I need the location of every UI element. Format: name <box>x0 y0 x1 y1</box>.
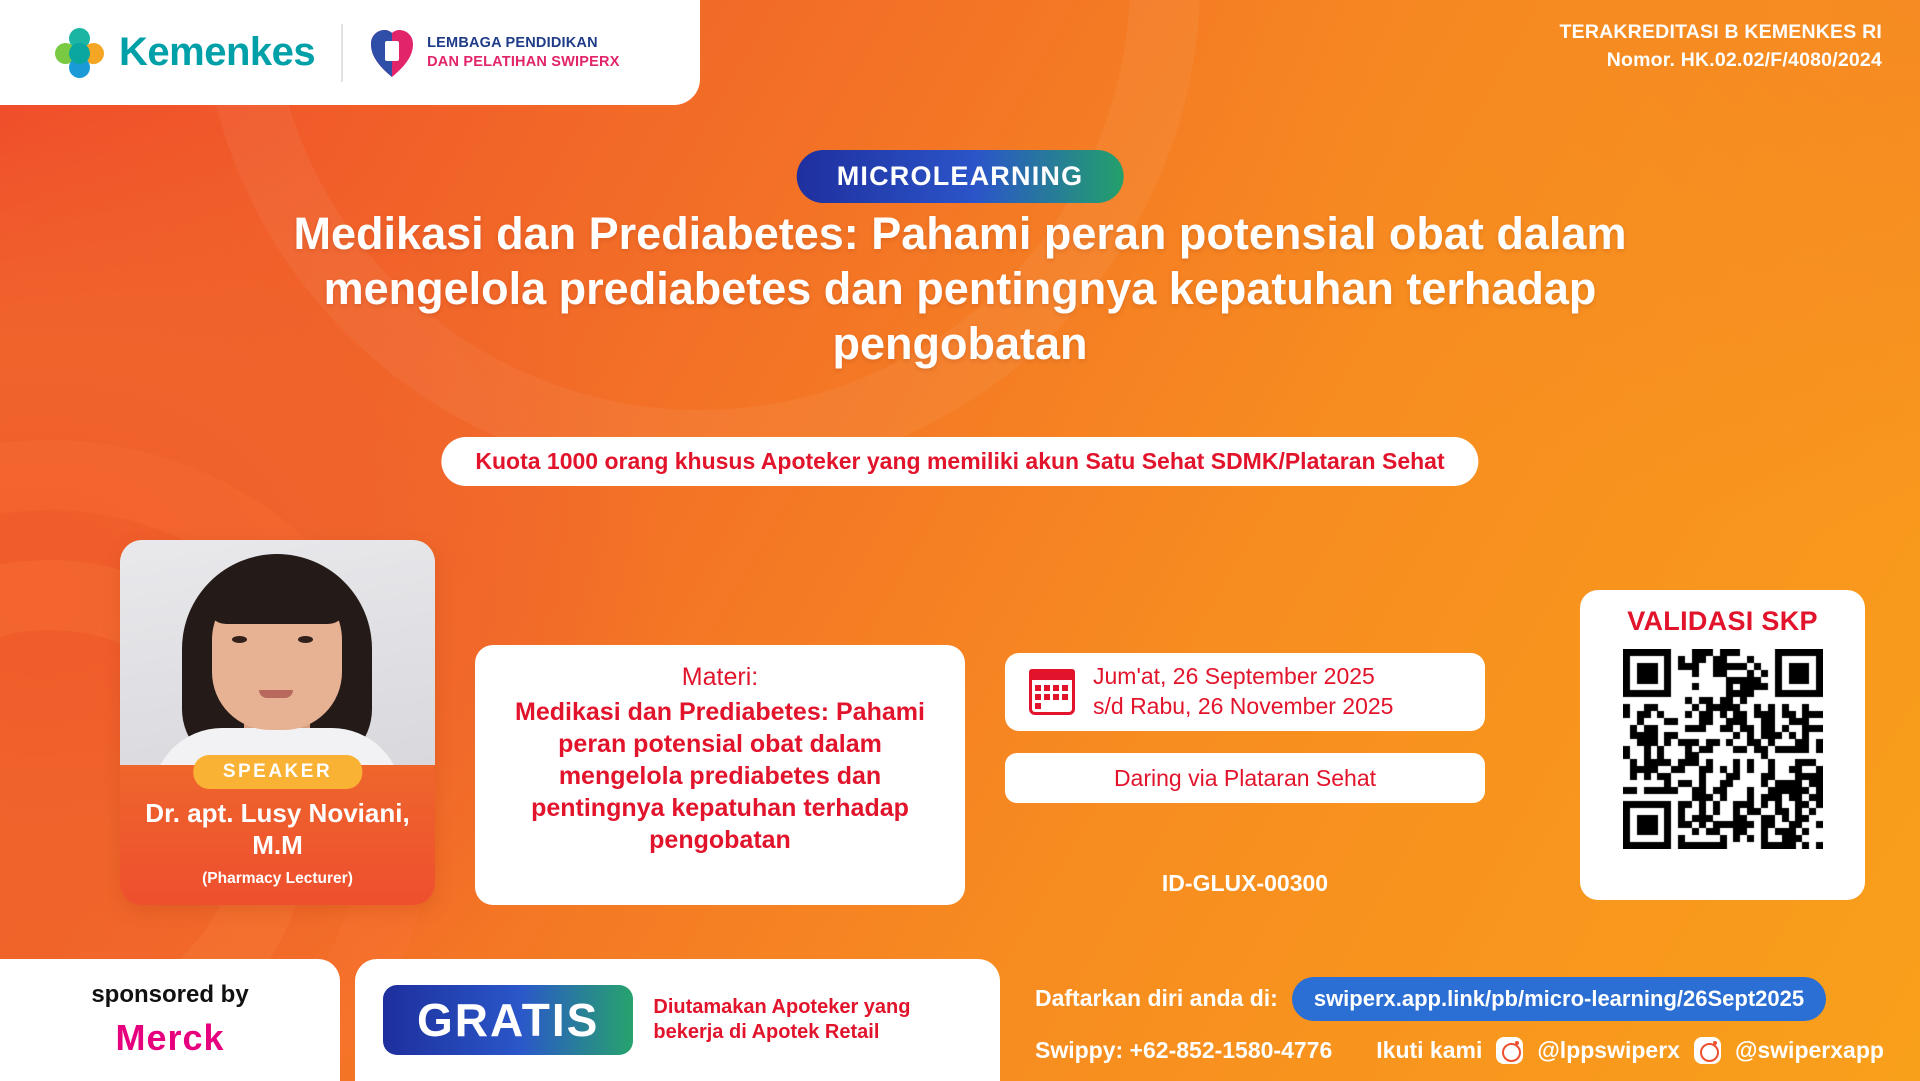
kemenkes-logo <box>55 28 315 78</box>
lpp-line-1: LEMBAGA PENDIDIKAN <box>427 35 598 52</box>
gratis-badge: GRATIS <box>383 985 633 1055</box>
gratis-block <box>355 959 1000 1081</box>
registration-block <box>1015 959 1920 1081</box>
lpp-swiperx-wordmark <box>427 34 619 70</box>
instagram-icon <box>1694 1037 1721 1064</box>
instagram-icon <box>1496 1037 1523 1064</box>
speaker-name: Dr. apt. Lusy Noviani, M.M <box>145 798 410 860</box>
schedule-date-start: Jum'at, 26 September 2025 <box>1093 663 1375 690</box>
heart-book-icon <box>369 27 415 79</box>
materi-text: Medikasi dan Prediabetes: Pahami peran potensial obat dalam mengelola prediabetes dan pentingnya kepatuhan terhadap pengobatan <box>515 698 925 854</box>
speaker-role: (Pharmacy Lecturer) <box>202 870 353 887</box>
registration-link[interactable]: swiperx.app.link/pb/micro-learning/26Sept2025 <box>1292 977 1826 1021</box>
materi-card <box>475 645 965 905</box>
qr-code[interactable] <box>1623 649 1823 849</box>
gratis-note: Diutamakan Apoteker yang bekerja di Apotek Retail <box>653 996 911 1043</box>
follow-label: Ikuti kami <box>1376 1036 1483 1063</box>
quota-banner: Kuota 1000 orang khusus Apoteker yang memiliki akun Satu Sehat SDMK/Plataran Sehat <box>441 437 1478 486</box>
instagram-handle-2[interactable]: @swiperxapp <box>1734 1036 1884 1063</box>
speaker-badge: SPEAKER <box>193 755 362 789</box>
merck-logo: Merck <box>115 1017 225 1058</box>
kemenkes-wordmark: Kemenkes <box>119 30 316 74</box>
qr-card <box>1580 590 1865 900</box>
qr-canvas[interactable] <box>1623 649 1823 849</box>
logo-bar <box>0 0 700 105</box>
lpp-swiperx-logo <box>369 27 619 79</box>
instagram-handle-1[interactable]: @lppswiperx <box>1537 1036 1680 1063</box>
contact-phone[interactable]: Swippy: +62-852-1580-4776 <box>1035 1036 1333 1063</box>
schedule-date-end: s/d Rabu, 26 November 2025 <box>1093 693 1394 719</box>
schedule-card <box>1005 653 1485 731</box>
course-id: ID-GLUX-00300 <box>1161 870 1329 896</box>
contact-row <box>1035 1037 1920 1064</box>
lpp-line-2: DAN PELATIHAN SWIPERX <box>427 53 620 70</box>
sponsor-label: sponsored by <box>91 981 249 1008</box>
delivery-mode-text: Daring via Plataran Sehat <box>1113 764 1377 791</box>
registration-row <box>1035 977 1920 1021</box>
accreditation-line-1: TERAKREDITASI B KEMENKES RI <box>1559 21 1882 43</box>
accreditation-text <box>1560 18 1882 75</box>
registration-label: Daftarkan diri anda di: <box>1035 985 1278 1011</box>
delivery-mode-card <box>1005 753 1485 803</box>
microlearning-badge: MICROLEARNING <box>797 150 1124 203</box>
schedule-dates <box>1093 662 1393 722</box>
page-title: Medikasi dan Prediabetes: Pahami peran potensial obat dalam mengelola prediabetes dan pentingnya kepatuhan terhadap pengobatan <box>293 208 1627 369</box>
materi-label: Materi: <box>681 663 759 691</box>
logo-divider <box>341 24 343 82</box>
speaker-card <box>120 540 435 905</box>
accreditation-line-2: Nomor. HK.02.02/F/4080/2024 <box>1606 49 1882 72</box>
calendar-icon <box>1029 669 1075 715</box>
speaker-photo <box>120 540 435 765</box>
qr-title: VALIDASI SKP <box>1627 606 1818 636</box>
kemenkes-mark-icon <box>55 28 105 78</box>
sponsor-block <box>0 959 340 1081</box>
